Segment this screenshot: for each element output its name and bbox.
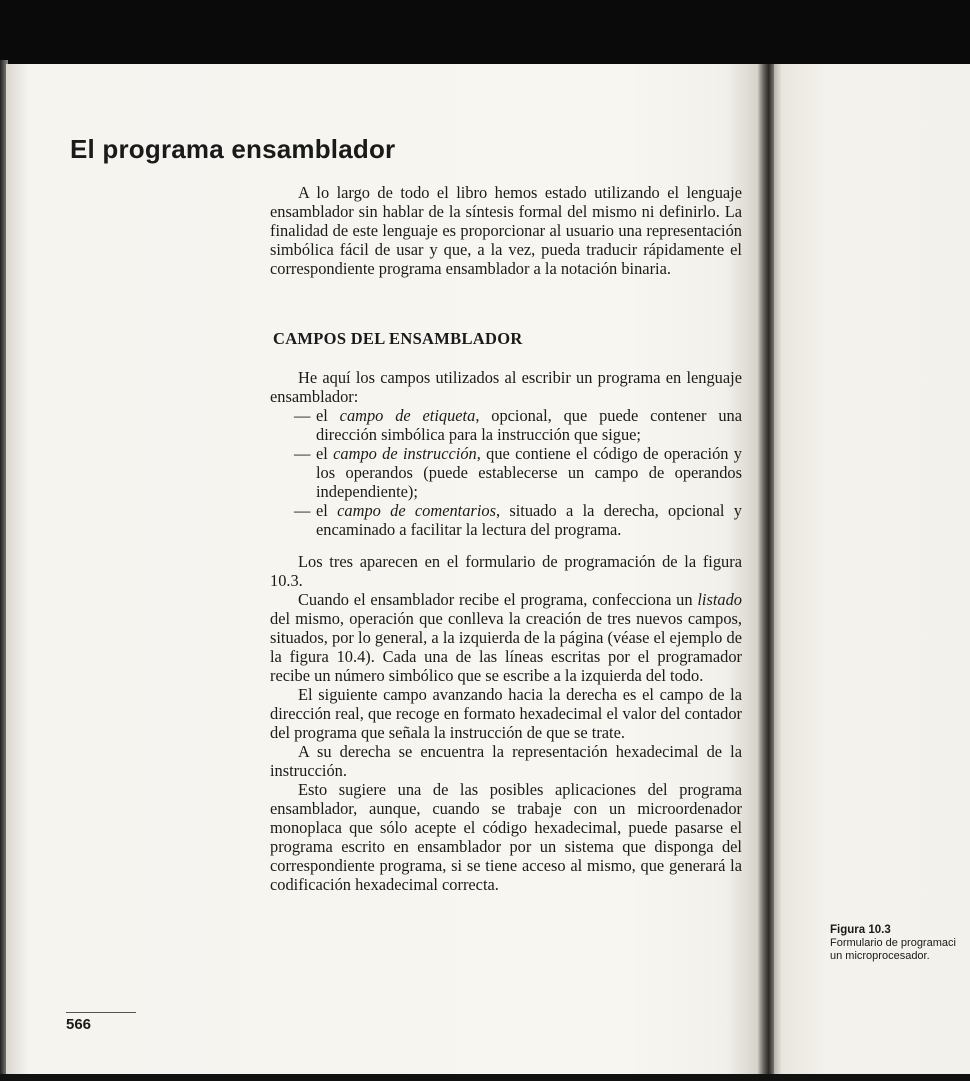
body-paragraphs — [270, 552, 742, 894]
list-dash: — — [294, 406, 311, 425]
paragraph-listado-post: del mismo, operación que conlleva la creación de tres nuevos campos, situados, por lo general, a la izquierda de la página (véase el ejemplo de la figura 10.4). Cada una de las líneas escritas por el programador recibe un número simbólico que se escribe a la izquierda del todo. — [270, 609, 742, 685]
bottom-book-edge — [0, 1074, 970, 1081]
list-dash: — — [294, 444, 311, 463]
paragraph-applications: Esto sugiere una de las posibles aplicaciones del programa ensamblador, aunque, cuando se trabaje con un microordenador monoplaca que sólo acepte el código hexadecimal, puede pasarse el programa escrito en ensamblador por un sistema que disponga del correspondiente programa, si se tiene acceso al mismo, que generará la codificación hexadecimal correcta. — [270, 780, 742, 894]
page-number: 566 — [66, 1016, 92, 1033]
chapter-section-title: El programa ensamblador — [70, 134, 396, 164]
figure-caption-line-1: Formulario de programaci — [830, 937, 956, 949]
list-item-post: , situado a la derecha, opcional y encaminado a facilitar la lectura del programa. — [316, 501, 742, 539]
intro-text: A lo largo de todo el libro hemos estado utilizando el lenguaje ensamblador sin hablar de la síntesis formal del mismo ni definirlo. La finalidad de este lenguaje es proporcionar al usuario una representación simbólica fácil de usar y que, a la vez, pueda traducir rápidamente el correspondiente programa ensamblador a la notación binaria. — [270, 183, 742, 278]
paragraph-listado-pre: Cuando el ensamblador recibe el programa, confecciona un — [298, 590, 698, 609]
paragraph-hex-field: A su derecha se encuentra la representación hexadecimal de la instrucción. — [270, 742, 742, 780]
section-heading: CAMPOS DEL ENSAMBLADOR — [273, 329, 523, 348]
list-item-pre: el — [316, 501, 338, 520]
paragraph-address-field: El siguiente campo avanzando hacia la derecha es el campo de la dirección real, que recoge en formato hexadecimal el valor del contador del programa que señala la instrucción de que se trate. — [270, 685, 742, 742]
intro-paragraph — [270, 183, 742, 278]
list-item-post: , que contiene el código de operación y los operandos (puede establecerse un campo de operandos independiente); — [316, 444, 742, 501]
figure-caption-line-2: un microprocesador. — [830, 950, 930, 962]
list-item-post: , opcional, que puede contener una dirección simbólica para la instrucción que sigue; — [316, 406, 742, 444]
fields-block — [270, 368, 742, 539]
page-number-rule — [66, 1012, 136, 1013]
figure-caption — [830, 924, 970, 963]
fields-intro: He aquí los campos utilizados al escribir un programa en lenguaje ensamblador: — [270, 368, 742, 406]
paragraph-figure-ref: Los tres aparecen en el formulario de programación de la figura 10.3. — [270, 552, 742, 590]
paragraph-listado — [270, 590, 742, 685]
list-item — [270, 444, 742, 501]
list-item — [270, 406, 742, 444]
list-item-term: campo de comentarios — [337, 501, 496, 520]
list-item-term: campo de etiqueta — [339, 406, 476, 425]
list-item-pre: el — [316, 444, 334, 463]
list-item — [270, 501, 742, 539]
figure-label: Figura 10.3 — [830, 924, 891, 936]
list-dash: — — [294, 501, 311, 520]
book-gutter — [758, 64, 774, 1076]
list-item-pre: el — [316, 406, 340, 425]
fields-list — [270, 406, 742, 539]
paragraph-listado-term: listado — [697, 590, 742, 609]
list-item-term: campo de instrucción — [333, 444, 477, 463]
